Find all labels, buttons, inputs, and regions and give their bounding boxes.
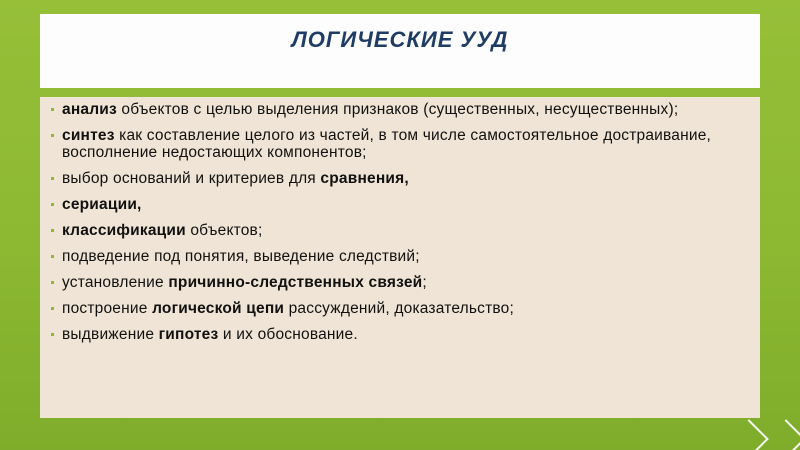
item-text: подведение под понятия, выведение следствий; bbox=[62, 248, 420, 265]
item-text: и их обоснование. bbox=[218, 326, 358, 343]
keyword: сравнения, bbox=[320, 170, 409, 187]
list-item bbox=[62, 127, 746, 161]
list-item bbox=[62, 101, 746, 118]
slide-title: ЛОГИЧЕСКИЕ УУД bbox=[291, 27, 509, 52]
item-text: рассуждений, доказательство; bbox=[284, 300, 515, 317]
item-text: выбор оснований и критериев для bbox=[62, 170, 321, 187]
list-item bbox=[62, 300, 746, 317]
list-item bbox=[62, 274, 746, 291]
list-item bbox=[62, 196, 746, 213]
keyword: анализ bbox=[62, 101, 117, 118]
list-item bbox=[62, 248, 746, 265]
item-text: ; bbox=[422, 274, 427, 291]
list-item bbox=[62, 326, 746, 343]
item-text: как составление целого из частей, в том числе самостоятельное достраивание, восполнение недостающих компонентов; bbox=[62, 127, 712, 161]
keyword: гипотез bbox=[158, 326, 219, 343]
item-text: выдвижение bbox=[62, 326, 159, 343]
keyword: сериации, bbox=[62, 196, 142, 213]
keyword: логической цепи bbox=[152, 300, 285, 317]
keyword: синтез bbox=[62, 127, 115, 144]
list-item bbox=[62, 170, 746, 187]
keyword: классификации bbox=[62, 222, 186, 239]
content-box bbox=[40, 97, 760, 418]
list-item bbox=[62, 222, 746, 239]
item-text: построение bbox=[62, 300, 153, 317]
keyword: причинно-следственных связей bbox=[168, 274, 423, 291]
title-box bbox=[40, 14, 760, 88]
item-text: объектов с целью выделения признаков (существенных, несущественных); bbox=[116, 101, 679, 118]
item-text: объектов; bbox=[185, 222, 263, 239]
chevron-right-icon bbox=[766, 419, 800, 450]
item-text: установление bbox=[62, 274, 169, 291]
chevron-right-icon bbox=[729, 419, 769, 450]
bullet-list bbox=[62, 101, 746, 343]
